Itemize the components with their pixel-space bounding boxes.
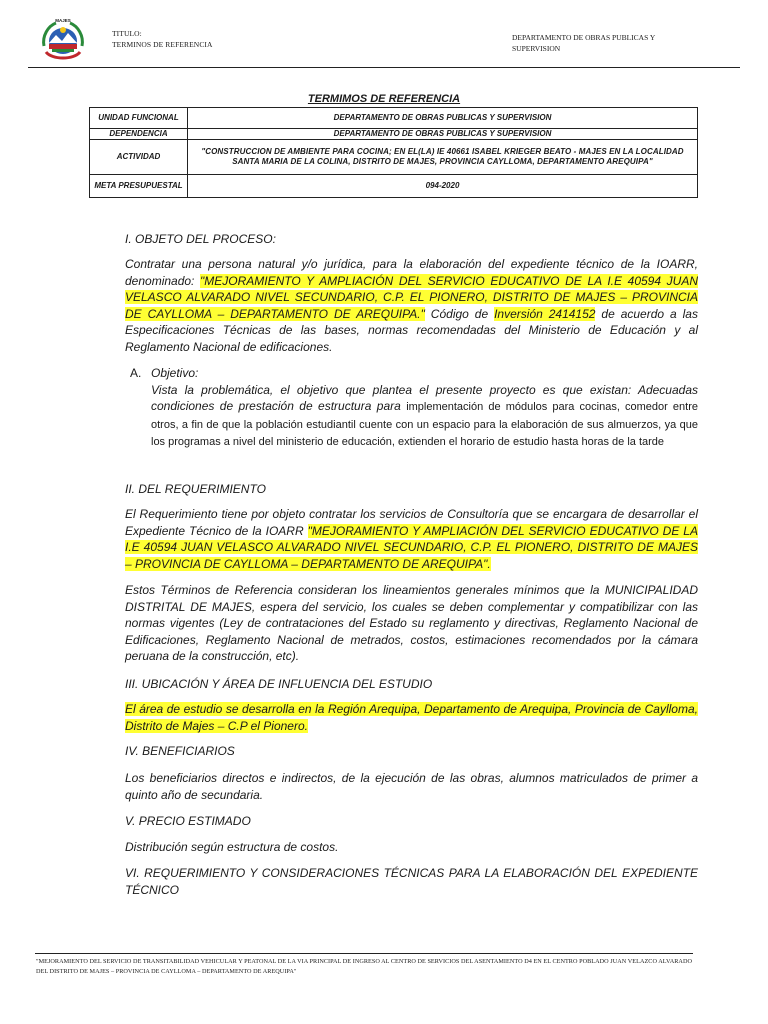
section-heading: V. PRECIO ESTIMADO <box>125 814 251 828</box>
info-table <box>89 107 698 198</box>
header-department: DEPARTAMENTO DE OBRAS PUBLICAS Y SUPERVISION <box>512 33 655 53</box>
table-cell-value: 094-2020 <box>188 175 698 198</box>
header-title-label: TITULO: <box>112 29 142 38</box>
header-title-value: TERMINOS DE REFERENCIA <box>112 40 213 49</box>
svg-text:MAJES: MAJES <box>55 18 71 23</box>
table-row <box>90 140 698 175</box>
header-divider <box>28 67 740 68</box>
table-cell-label: META PRESUPUESTAL <box>90 175 188 198</box>
highlighted-text: El área de estudio se desarrolla en la Región Arequipa, Departamento de Arequipa, Provincia de Caylloma, Distrito de Majes – C.P el Pionero. <box>125 702 698 733</box>
section-heading: II. DEL REQUERIMIENTO <box>125 482 266 496</box>
table-cell-label: UNIDAD FUNCIONAL <box>90 108 188 129</box>
objective-content <box>151 365 698 451</box>
objective-item <box>130 365 698 451</box>
table-cell-value: DEPARTAMENTO DE OBRAS PUBLICAS Y SUPERVISION <box>188 129 698 140</box>
list-marker: A. <box>130 366 142 380</box>
text-span: de acuerdo a las Especificaciones Técnicas de las bases, normas recomendadas del Ministerio de Educación y al Reglamento Nacional de edificaciones. <box>125 306 698 354</box>
footer-divider <box>35 953 693 954</box>
objective-text-plain: implementación de módulos para cocinas, comedor entre otros, a fin de que la población estudiantil cuente con un espacio para la elaboración de sus almuerzos, ya que los programas a nivel del ministerio de educación, extienden el horario de estudio hasta horas de la tarde <box>151 401 698 448</box>
page-header <box>0 0 768 70</box>
section-heading: IV. BENEFICIARIOS <box>125 744 235 758</box>
highlighted-text: "MEJORAMIENTO Y AMPLIACIÓN DEL SERVICIO EDUCATIVO DE LA I.E 40594 JUAN VELASCO ALVARADO NIVEL SECUNDARIO, C.P. EL PIONERO, DISTRITO DE MAJES – PROVINCIA DE CAYLLOMA – DEPARTAMENTO DE AREQUIPA". <box>125 523 698 571</box>
table-cell-label: ACTIVIDAD <box>90 140 188 175</box>
objective-title: Objetivo: <box>151 366 199 380</box>
text-span: Contratar una persona natural y/o jurídica, para la elaboración del expediente técnico de la IOARR, denominado: <box>125 257 698 288</box>
section-paragraph: Estos Términos de Referencia consideran los lineamientos generales mínimos que la MUNICIPALIDAD DISTRITAL DE MAJES, espera del servicio, los cuales se deben complementar y compatibilizar con las normas vigentes (Ley de contrataciones del Estado su reglamento y directivas, Reglamento Nacional de Edificaciones, Reglamento Nacional de metrados, costos, estimaciones recomendados por la cámara peruana de la construcción, etc). <box>125 583 698 663</box>
section-paragraph <box>125 701 698 734</box>
table-cell-value: DEPARTAMENTO DE OBRAS PUBLICAS Y SUPERVISION <box>188 108 698 129</box>
document-title: TERMIMOS DE REFERENCIA <box>307 93 461 105</box>
objective-text: Vista la problemática, el objetivo que plantea el presente proyecto es que existan: Adecuadas condiciones de prestación de estructura para <box>151 382 698 413</box>
highlighted-text: "MEJORAMIENTO Y AMPLIACIÓN DEL SERVICIO EDUCATIVO DE LA I.E 40594 JUAN VELASCO ALVARADO NIVEL SECUNDARIO, C.P. EL PIONERO, DISTRITO DE MAJES – PROVINCIA DE CAYLLOMA – DEPARTAMENTO DE AREQUIPA." <box>125 273 699 321</box>
section-paragraph: Distribución según estructura de costos. <box>125 840 339 854</box>
table-row <box>90 175 698 198</box>
table-row <box>90 129 698 140</box>
section-paragraph <box>125 256 698 355</box>
table-cell-label: DEPENDENCIA <box>90 129 188 140</box>
section-heading: III. UBICACIÓN Y ÁREA DE INFLUENCIA DEL ESTUDIO <box>125 677 433 691</box>
section-paragraph <box>125 506 698 572</box>
header-title-block <box>112 28 213 50</box>
table-row <box>90 108 698 129</box>
highlighted-text: Inversión 2414152 <box>494 306 596 321</box>
page-footer: "MEJORAMIENTO DEL SERVICIO DE TRANSITABILIDAD VEHICULAR Y PEATONAL DE LA VIA PRINCIPAL DE INGRESO AL CENTRO DE SERVICIOS DEL ASENTAMIENTO D4 EN EL CENTRO POBLADO JUAN VELAZCO ALVARADO DEL DISTRITO DE MAJES – PROVINCIA DE CAYLLOMA – DEPARTAMENTO DE AREQUIPA" <box>36 958 692 975</box>
text-span: Código de <box>424 306 495 321</box>
section-heading: VI. REQUERIMIENTO Y CONSIDERACIONES TÉCNICAS PARA LA ELABORACIÓN DEL EXPEDIENTE TÉCNICO <box>125 866 698 897</box>
municipality-logo-icon <box>38 16 88 66</box>
table-cell-value: "CONSTRUCCION DE AMBIENTE PARA COCINA; EN EL(LA) IE 40661 ISABEL KRIEGER BEATO - MAJES EN LA LOCALIDAD SANTA MARIA DE LA COLINA, DISTRITO DE MAJES, PROVINCIA CAYLLOMA, DEPARTAMENTO AREQUIPA" <box>188 140 698 175</box>
section-heading: I. OBJETO DEL PROCESO: <box>125 232 276 246</box>
text-span: El Requerimiento tiene por objeto contratar los servicios de Consultoría que se encargara de desarrollar el Expediente Técnico de la IOARR <box>125 507 698 538</box>
section-paragraph: Los beneficiarios directos e indirectos, de la ejecución de las obras, alumnos matriculados de primer a quinto año de secundaria. <box>125 771 698 802</box>
